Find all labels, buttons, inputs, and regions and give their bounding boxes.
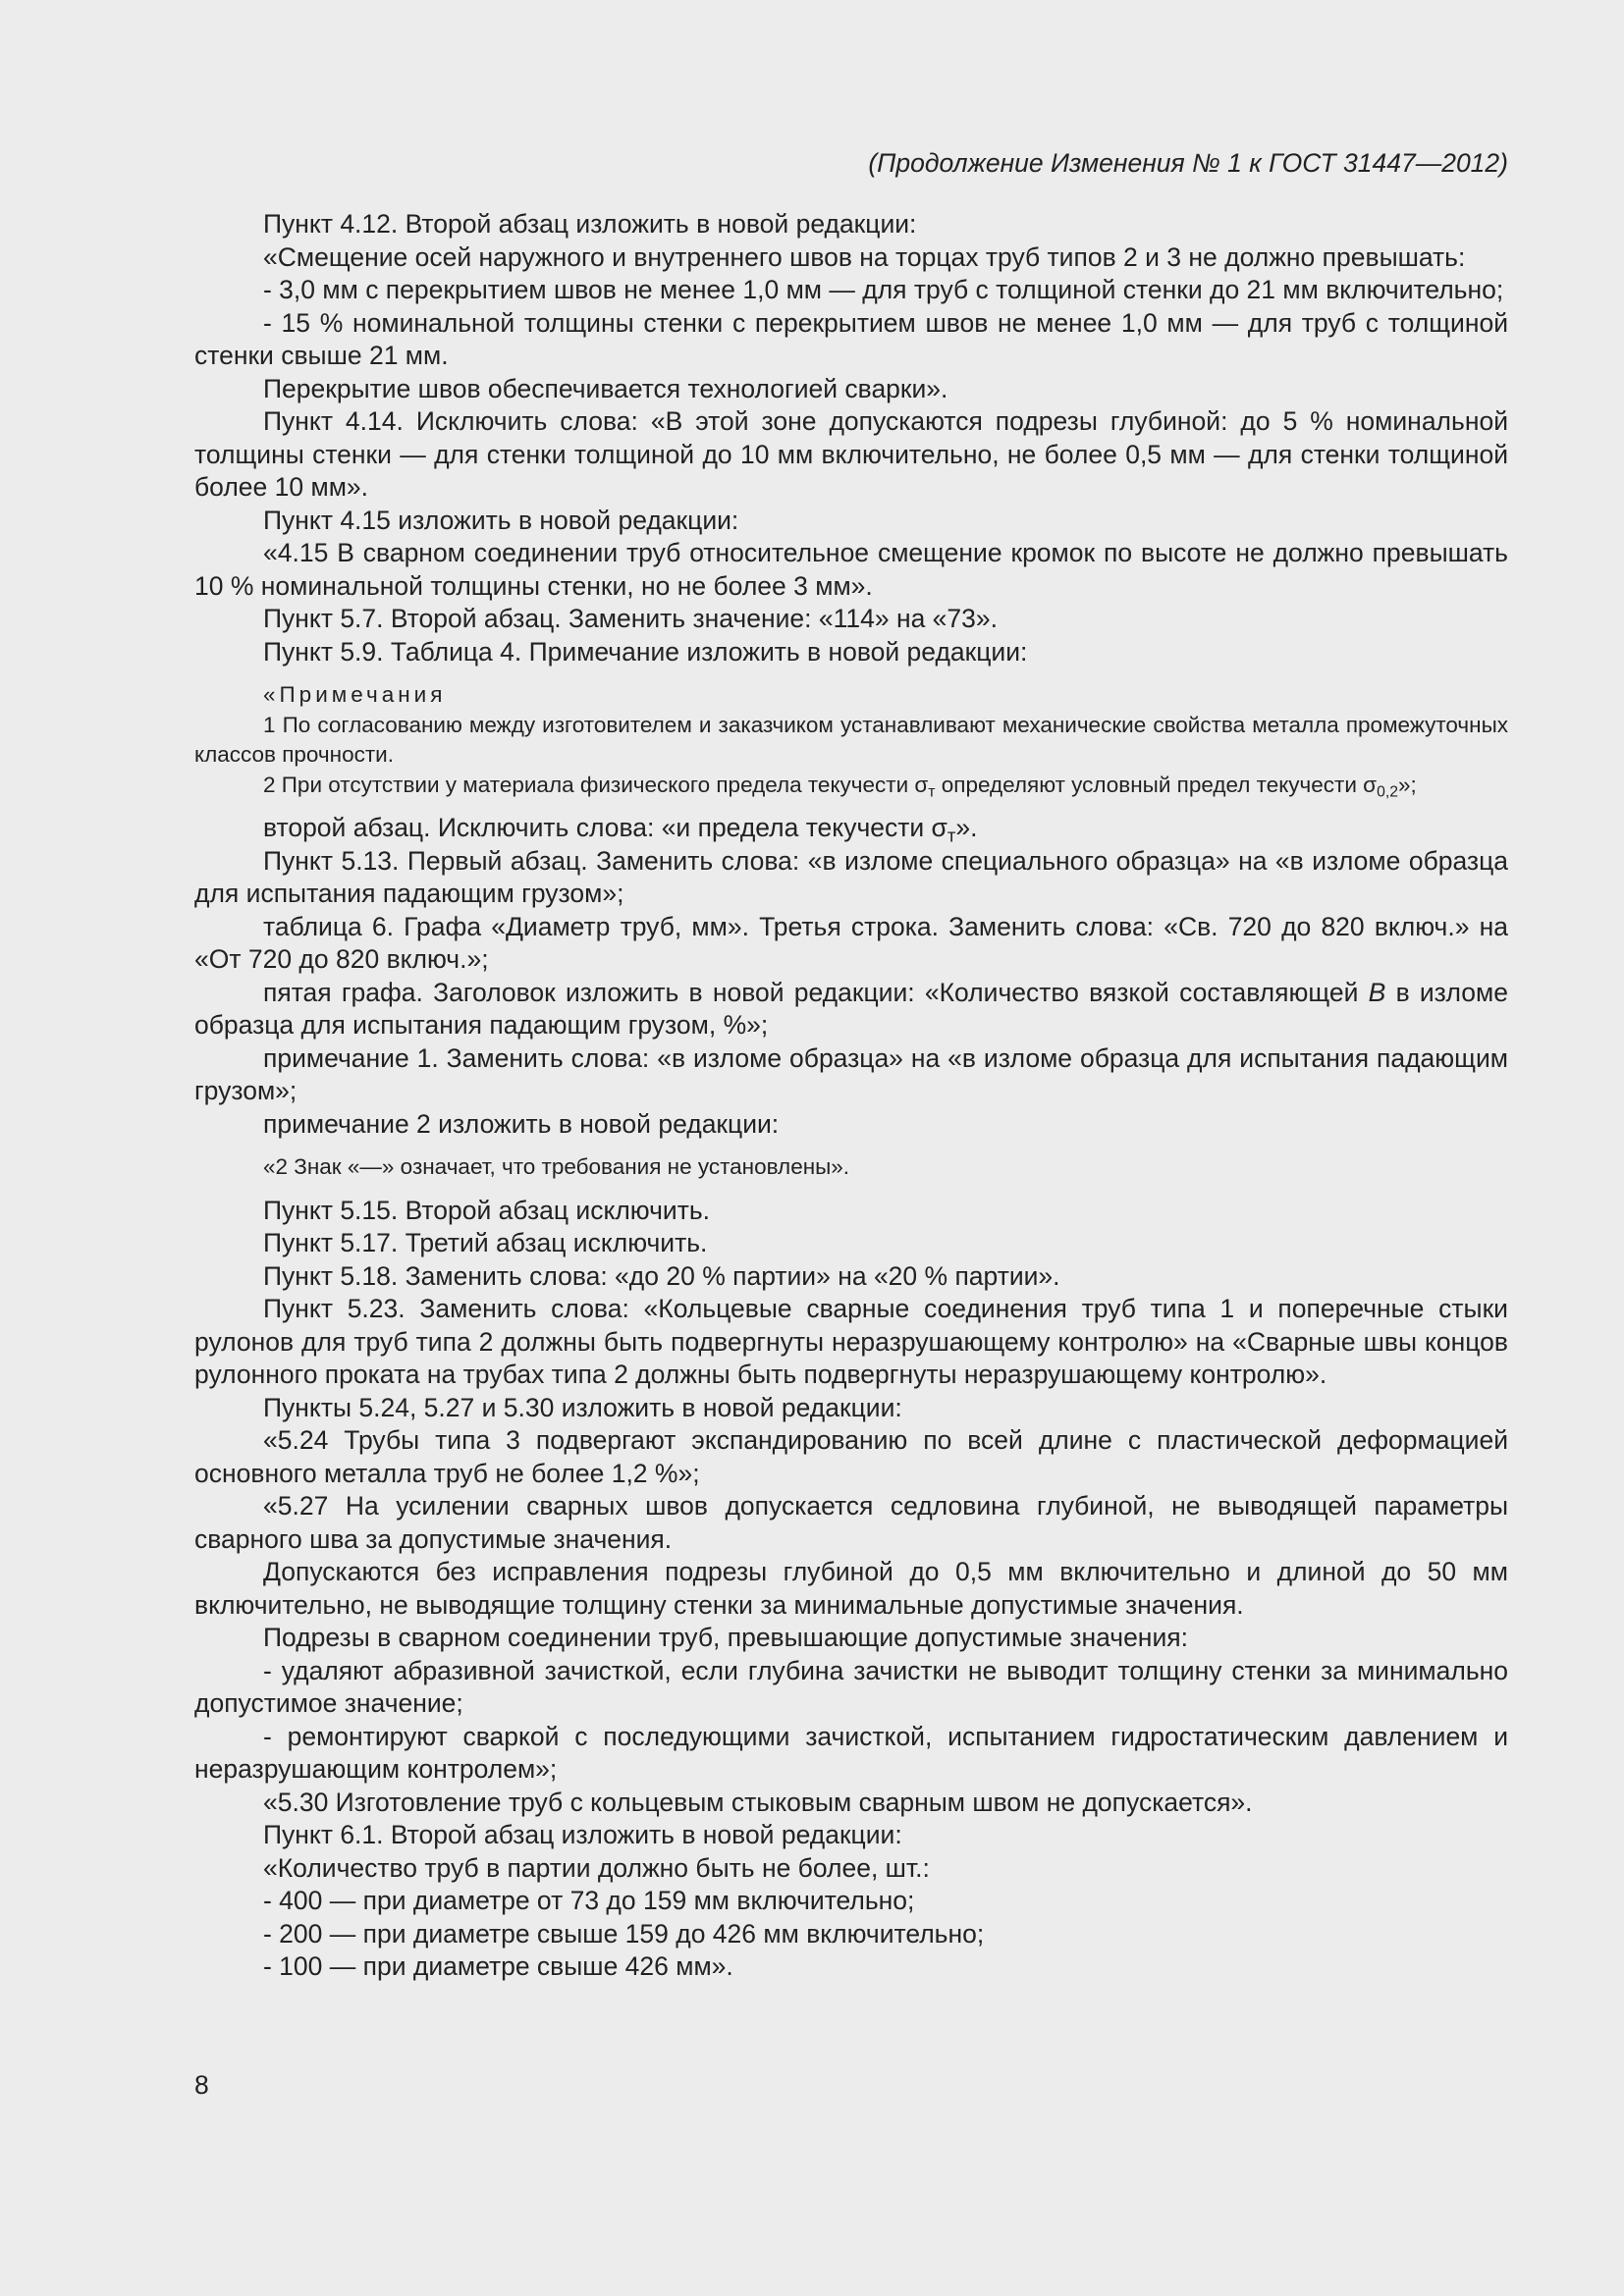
paragraph: Пункт 5.7. Второй абзац. Заменить значение: «114» на «73». [263,604,998,633]
page-number: 8 [194,2070,209,2100]
paragraph: примечание 2 изложить в новой редакции: [263,1108,780,1139]
paragraph: «5.24 Трубы типа 3 подвергают экспандированию по всей длине с пластической деформацией основного металла труб не более 1,2 %»; [194,1425,1508,1488]
paragraph: Пункт 4.12. Второй абзац изложить в новой редакции: [263,209,917,239]
notes-title: «Примечания [263,682,447,707]
paragraph: «Количество труб в партии должно быть не более, шт.: [263,1852,930,1883]
paragraph: Пункт 5.23. Заменить слова: «Кольцевые сварные соединения труб типа 1 и поперечные стыки рулонов для труб типа 2 должны быть подвергнуты неразрушающему контролю» на «Сварные швы концов рулонного проката на трубах типа 2 должны быть подвергнуты неразрушающему контролю». [194,1294,1508,1389]
paragraph: Пункт 5.18. Заменить слова: «до 20 % партии» на «20 % партии». [263,1260,1060,1291]
paragraph: Пункты 5.24, 5.27 и 5.30 изложить в новой редакции: [263,1392,902,1422]
paragraph: «4.15 В сварном соединении труб относительное смещение кромок по высоте не должно превышать 10 % номинальной толщины стенки, но не более 3 мм». [194,538,1508,601]
paragraph: Пункт 5.15. Второй абзац исключить. [263,1195,711,1225]
paragraph: второй абзац. Исключить слова: «и предела текучести $\sigma_т$». [263,813,978,846]
note-2: 2 При отсутствии у материала физического предела текучести $\sigma_т$ определяют условный предел текучести $\sigma_{0,2}$»; [263,772,1417,801]
paragraph: - 15 % номинальной толщины стенки с перекрытием швов не менее 1,0 мм — для труб с толщиной стенки свыше 21 мм. [194,307,1508,370]
paragraph: - 200 — при диаметре свыше 159 до 426 мм включительно; [263,1918,985,1949]
running-header: (Продолжение Изменения № 1 к ГОСТ 31447—2012) [868,148,1508,178]
paragraph: примечание 1. Заменить слова: «в изломе образца» на «в изломе образца для испытания падающим грузом»; [194,1042,1508,1105]
document-body [194,208,1508,1984]
paragraph: Пункт 4.14. Исключить слова: «В этой зоне допускаются подрезы глубиной: до 5 % номинальной толщины стенки — для стенки толщиной до 10 мм включительно, не более 0,5 мм — для стенки толщиной более 10 мм». [194,406,1508,502]
paragraph: «5.30 Изготовление труб с кольцевым стыковым сварным швом не допускается». [263,1787,1253,1817]
paragraph: Пункт 5.9. Таблица 4. Примечание изложить в новой редакции: [263,636,1028,667]
paragraph: - 3,0 мм с перекрытием швов не менее 1,0 мм — для труб с толщиной стенки до 21 мм включительно; [263,275,1504,304]
paragraph: Пункт 5.17. Третий абзац исключить. [263,1228,708,1257]
paragraph: Пункт 4.15 изложить в новой редакции: [263,505,739,535]
note-1: 1 По согласованию между изготовителем и заказчиком устанавливают механические свойства металла промежуточных классов прочности. [194,712,1508,767]
paragraph: Допускаются без исправления подрезы глубиной до 0,5 мм включительно и длиной до 50 мм включительно, не выводящие толщину стенки за минимальные допустимые значения. [194,1557,1508,1620]
paragraph: таблица 6. Графа «Диаметр труб, мм». Третья строка. Заменить слова: «Св. 720 до 820 включ.» на «От 720 до 820 включ.»; [194,911,1508,974]
paragraph: пятая графа. Заголовок изложить в новой редакции: «Количество вязкой составляющей B в изломе образца для испытания падающим грузом, %»; [194,977,1508,1040]
paragraph: Пункт 6.1. Второй абзац изложить в новой редакции: [263,1820,902,1849]
paragraph: «Смещение осей наружного и внутреннего швов на торцах труб типов 2 и 3 не должно превышать: [263,241,1466,272]
paragraph: «5.27 На усилении сварных швов допускается седловина глубиной, не выводящей параметры сварного шва за допустимые значения. [194,1491,1508,1554]
paragraph: - удаляют абразивной зачисткой, если глубина зачистки не выводит толщину стенки за минимально допустимое значение; [194,1655,1508,1718]
note-replacement: «2 Знак «—» означает, что требования не установлены». [263,1154,850,1179]
paragraph: Пункт 5.13. Первый абзац. Заменить слова: «в изломе специального образца» на «в изломе образца для испытания падающим грузом»; [194,845,1508,908]
paragraph: - 400 — при диаметре от 73 до 159 мм включительно; [263,1886,915,1915]
paragraph: - 100 — при диаметре свыше 426 мм». [263,1951,733,1981]
paragraph: - ремонтируют сваркой с последующими зачисткой, испытанием гидростатическим давлением и неразрушающим контролем»; [194,1721,1508,1784]
paragraph: Перекрытие швов обеспечивается технологией сварки». [263,373,948,403]
paragraph: Подрезы в сварном соединении труб, превышающие допустимые значения: [263,1623,1188,1652]
